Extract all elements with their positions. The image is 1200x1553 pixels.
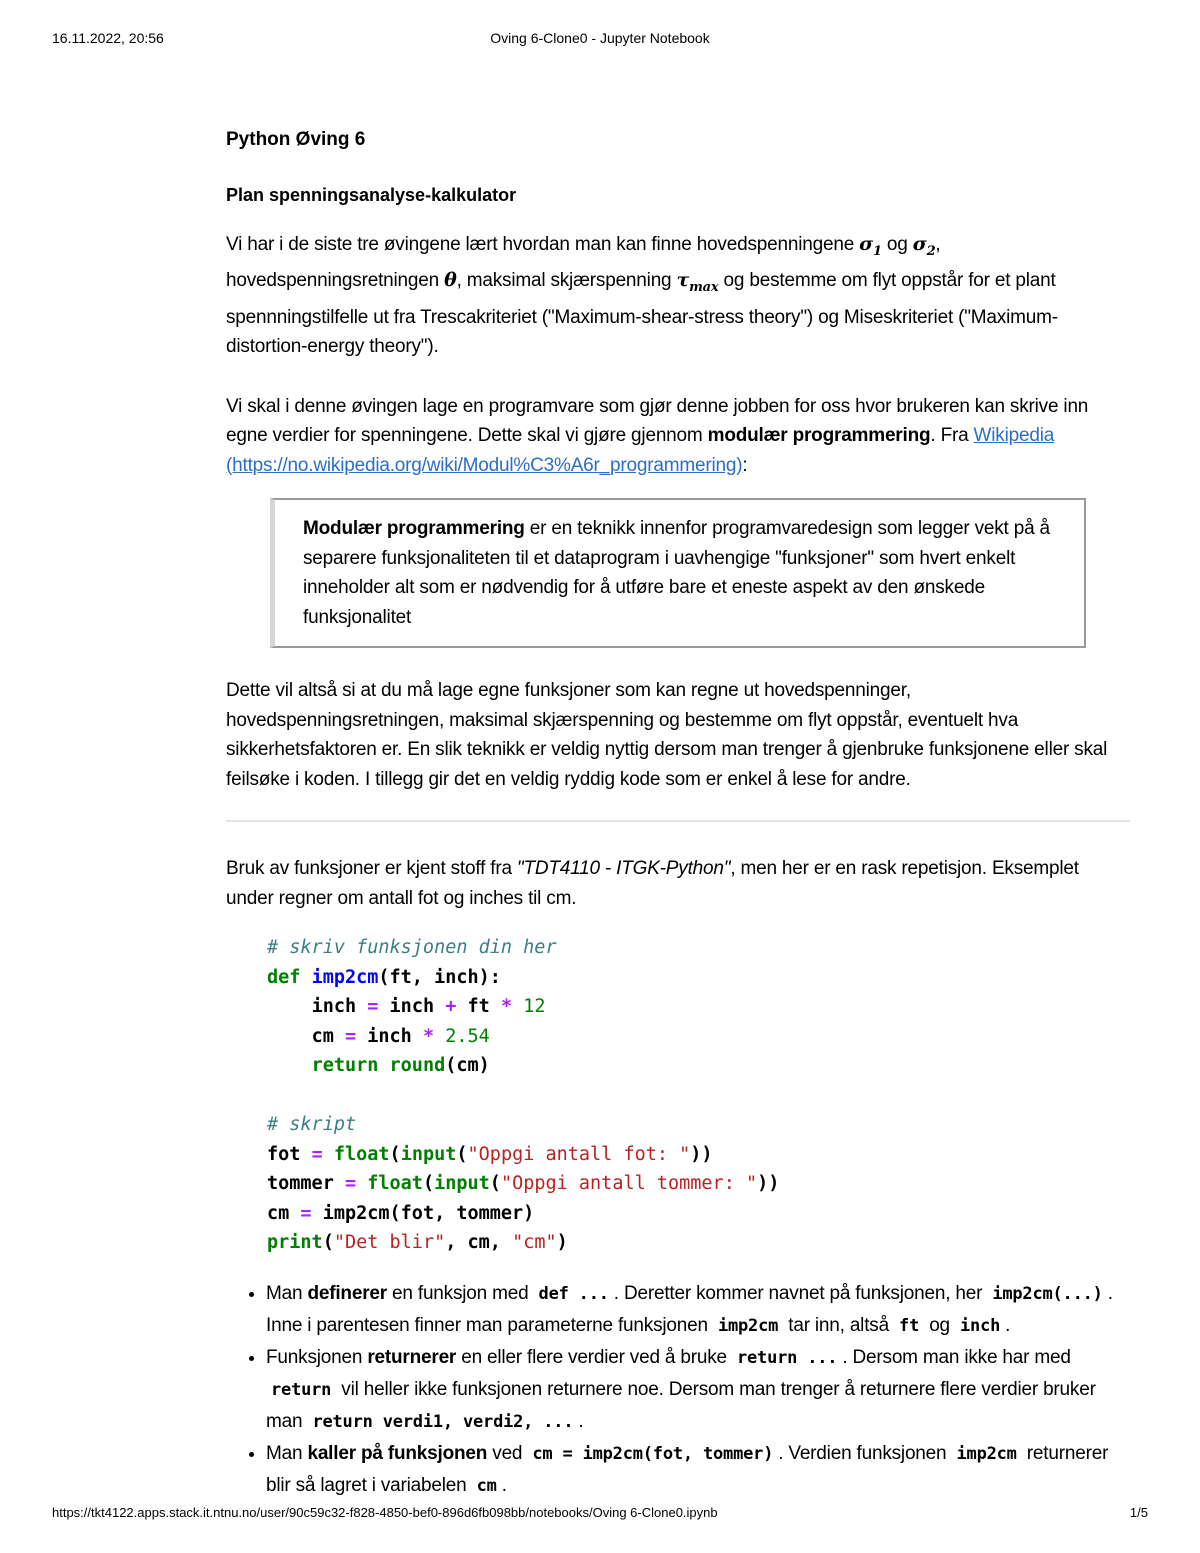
text: . Deretter kommer navnet på funksjonen, her: [613, 1282, 988, 1304]
code-text: (: [456, 1143, 468, 1165]
code-string: "Oppgi antall tommer: ": [500, 1173, 758, 1195]
text: er en teknikk innenfor programvaredesign som legger vekt på å separere funksjonaliteten til et dataprogram i uavhengige "funksjoner" som hvert enkelt inneholder alt som er nødvendig for å utføre bare et eneste aspekt av den ønskede funksjonalitet: [303, 518, 1050, 628]
horizontal-rule: [226, 820, 1130, 822]
wikipedia-link[interactable]: Wikipedia (https://no.wikipedia.org/wiki/Modul%C3%A6r_programmering): [226, 425, 1055, 476]
inline-code: cm: [476, 1475, 497, 1496]
code-block: [267, 933, 1130, 1258]
text: , hovedspenningsretningen: [226, 234, 941, 292]
theta-symbol: θ: [444, 269, 457, 292]
text: .: [1005, 1314, 1011, 1336]
code-text: ): [556, 1232, 568, 1254]
sigma: σ: [859, 233, 873, 255]
text: , men her er en rask repetisjon. Eksemplet under regner om antall fot og inches til cm.: [226, 858, 1079, 909]
heading-python-oving: Python Øving 6: [226, 129, 366, 150]
code-text: )): [690, 1143, 713, 1165]
code-text: (: [389, 1143, 401, 1165]
code-text: (ft, inch):: [378, 966, 501, 988]
list-item: [266, 1438, 1130, 1502]
sigma2-symbol: [912, 233, 936, 259]
sigma: σ: [912, 233, 927, 255]
text: vil heller ikke funksjonen returnere noe. Dersom man trenger å returnere flere verdier bruker man: [266, 1378, 1096, 1432]
text: Man: [266, 1442, 308, 1464]
text: . Verdien funksjonen: [778, 1442, 952, 1464]
tau: τ: [676, 269, 690, 292]
text: .: [578, 1410, 584, 1432]
code-string: "Det blir": [333, 1232, 446, 1254]
text: tar inn, altså: [783, 1314, 895, 1336]
code-blank-line: [267, 1081, 1130, 1111]
tau-max-symbol: [676, 269, 719, 296]
page-number: 1/5: [1129, 1505, 1148, 1520]
text: . Dersom man ikke har med: [842, 1346, 1071, 1368]
code-text: inch: [389, 996, 435, 1018]
inline-code: return ...: [736, 1347, 838, 1368]
bold-text: Modulær programmering: [303, 518, 525, 540]
text: en eller flere verdier ved å bruke: [456, 1346, 732, 1368]
inline-code: cm = imp2cm(fot, tommer): [532, 1443, 774, 1464]
bold-text: modulær programmering: [707, 425, 931, 447]
code-line: [267, 1199, 1130, 1229]
inline-code: inch: [960, 1315, 1001, 1336]
code-comment: # skript: [267, 1114, 357, 1136]
print-title: Oving 6-Clone0 - Jupyter Notebook: [490, 30, 710, 46]
italic-text: "TDT4110 - ITGK-Python": [516, 858, 731, 880]
code-line: [267, 963, 1130, 993]
intro-paragraph: [226, 230, 1130, 362]
explanation-list: [226, 1278, 1130, 1502]
inline-code: return: [271, 1379, 332, 1400]
code-text: ft: [467, 996, 490, 1018]
inline-code: imp2cm: [956, 1443, 1017, 1464]
inline-code: imp2cm: [717, 1315, 779, 1336]
code-builtin: float: [367, 1173, 423, 1195]
code-text: fot: [267, 1143, 301, 1165]
code-keyword: def: [267, 966, 301, 988]
code-text: (: [322, 1232, 334, 1254]
code-text: , cm,: [445, 1232, 513, 1254]
print-url: https://tkt4122.apps.stack.it.ntnu.no/user/90c59c32-f828-4850-bef0-896d6fb098bb/notebooks/Oving 6-Clone0.ipynb: [52, 1505, 718, 1520]
code-operator: =: [344, 1025, 357, 1047]
code-line: [267, 1110, 1130, 1140]
code-text: (: [422, 1173, 435, 1195]
code-operator: =: [344, 1173, 357, 1195]
text: og: [924, 1314, 956, 1336]
code-keyword: return: [311, 1055, 379, 1077]
code-text: (: [489, 1173, 501, 1195]
inline-code: return verdi1, verdi2, ...: [312, 1411, 574, 1432]
code-string: "Oppgi antall fot: ": [467, 1143, 691, 1165]
text: Vi skal i denne øvingen lage en programvare som gjør denne jobben for oss hvor brukeren kan skrive inn egne verdier for spenningene. Dette skal vi gjøre gjennom: [226, 395, 1089, 447]
code-line: [267, 992, 1130, 1022]
text: . Inne i parentesen finner man parameterne funksjonen: [266, 1282, 1113, 1336]
print-footer: [0, 1505, 1200, 1525]
code-operator: *: [500, 996, 513, 1018]
notebook-content: [226, 126, 1130, 1502]
sub: 2: [926, 243, 936, 259]
code-text: tommer: [267, 1173, 334, 1195]
inline-code: def ...: [538, 1283, 609, 1304]
code-number: 12: [523, 996, 546, 1018]
code-line: [267, 1022, 1130, 1052]
code-text: cm: [267, 1202, 290, 1224]
text: en funksjon med: [386, 1282, 534, 1304]
code-text: inch: [367, 1025, 412, 1047]
text: og bestemme om flyt oppstår for et plant spennningstilfelle ut fra Trescakriteriet ("Maximum-shear-stress theory") og Miseskriteriet ("Maximum-distortion-energy theory").: [226, 270, 1058, 358]
code-string: "cm": [512, 1232, 557, 1254]
code-operator: =: [300, 1202, 312, 1224]
print-header: [0, 30, 1200, 50]
code-text: cm: [311, 1025, 334, 1047]
code-line: [267, 1228, 1130, 1258]
code-line: [267, 1051, 1130, 1081]
code-builtin: round: [389, 1055, 446, 1077]
code-line: [267, 1140, 1130, 1170]
code-text: )): [757, 1173, 780, 1195]
bold-text: returnerer: [367, 1346, 457, 1368]
code-line: [267, 933, 1130, 963]
bold-text: kaller på funksjonen: [307, 1442, 488, 1464]
heading-plan: Plan spenningsanalyse-kalkulator: [226, 185, 517, 205]
text: Bruk av funksjoner er kjent stoff fra: [226, 858, 517, 880]
text: :: [742, 454, 748, 476]
code-text: (cm): [445, 1055, 490, 1077]
inline-code: ft: [899, 1315, 920, 1336]
code-operator: *: [422, 1025, 435, 1047]
print-date: 16.11.2022, 20:56: [52, 30, 164, 46]
code-operator: +: [445, 996, 457, 1018]
sub: max: [689, 280, 719, 296]
text: Vi har i de siste tre øvingene lært hvordan man kan finne hovedspenningene: [226, 234, 860, 255]
code-text: inch: [311, 996, 357, 1018]
bold-text: definerer: [307, 1282, 387, 1304]
text: ved: [487, 1442, 528, 1464]
code-operator: =: [311, 1143, 323, 1165]
blockquote: [270, 498, 1086, 648]
code-line: [267, 1169, 1130, 1199]
text: . Fra: [930, 425, 974, 447]
text: Funksjonen: [266, 1346, 368, 1368]
code-builtin: print: [267, 1232, 323, 1254]
repetition-paragraph: [226, 854, 1130, 913]
code-builtin: input: [434, 1173, 490, 1195]
code-builtin: float: [333, 1143, 390, 1165]
functions-paragraph: Dette vil altså si at du må lage egne funksjoner som kan regne ut hovedspenninger, hovedspenningsretningen, maksimal skjærspenning og bestemme om flyt oppstår, eventuelt hva sikkerhetsfaktoren er. En slik teknikk er veldig nyttig dersom man trenger å gjenbruke funksjonene eller skal feilsøke i koden. I tillegg gir det en veldig ryddig kode som er enkel å lese for andre.: [226, 680, 1108, 790]
list-item: [266, 1278, 1130, 1342]
list-item: [266, 1342, 1130, 1438]
text: og: [881, 234, 913, 255]
text: .: [501, 1474, 507, 1496]
text: returnerer blir så lagret i variabelen: [266, 1442, 1109, 1496]
modular-paragraph: [226, 392, 1130, 481]
code-number: 2.54: [445, 1025, 490, 1047]
sub: 1: [872, 243, 882, 259]
text: , maksimal skjærspenning: [456, 270, 677, 292]
inline-code: imp2cm(...): [992, 1283, 1103, 1304]
code-operator: =: [367, 996, 379, 1018]
code-builtin: input: [400, 1143, 457, 1165]
code-text: imp2cm(fot, tommer): [322, 1202, 535, 1224]
sigma1-symbol: [859, 233, 882, 259]
text: Man: [266, 1282, 308, 1304]
code-comment: # skriv funksjonen din her: [267, 937, 557, 959]
code-function-name: imp2cm: [311, 966, 379, 988]
